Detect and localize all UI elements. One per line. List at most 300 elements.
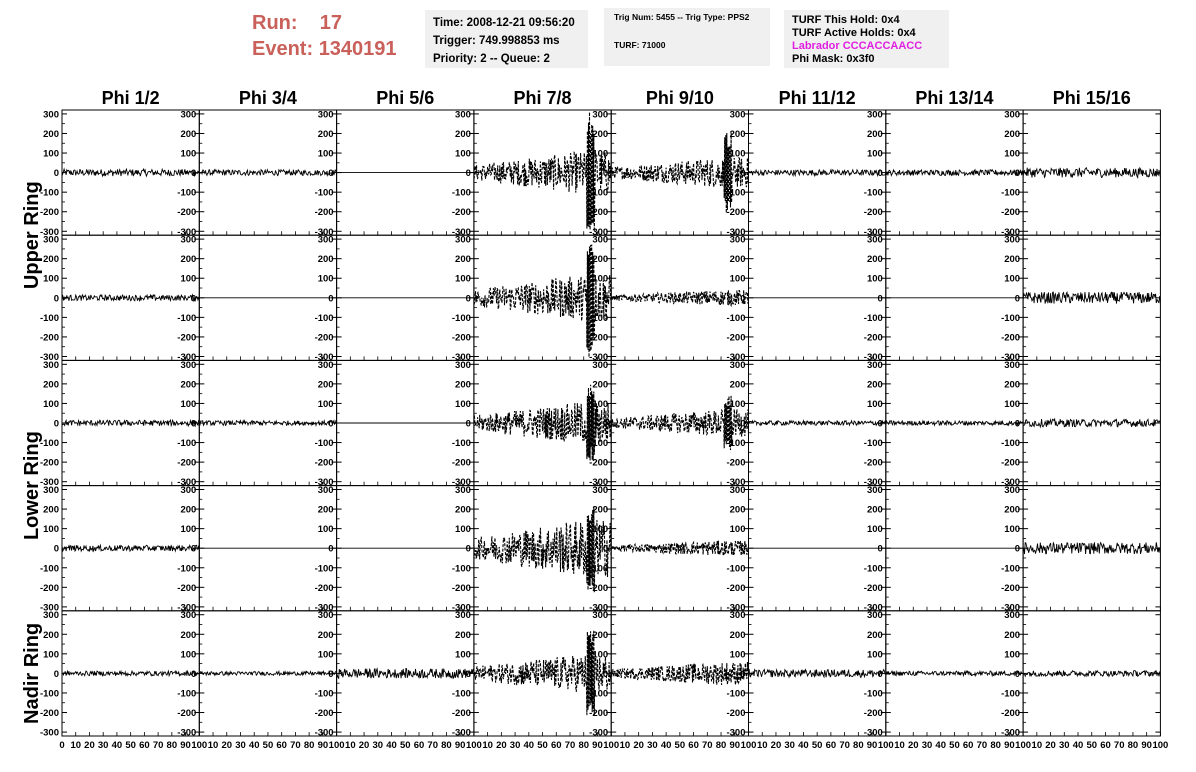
y-tick-label: 200	[43, 504, 59, 516]
row-title: Lower Ring	[21, 431, 43, 541]
y-tick-label: -300	[177, 226, 197, 238]
y-tick-label: 300	[1004, 234, 1021, 246]
y-tick-label: -100	[589, 563, 609, 575]
y-tick-label: -200	[589, 207, 609, 219]
y-tick-label: 200	[866, 379, 883, 391]
y-tick-label: 100	[592, 524, 609, 536]
y-tick-label: 100	[1004, 148, 1021, 160]
waveform-trace	[886, 421, 1023, 426]
y-tick-label: -100	[726, 312, 746, 324]
y-tick-label: -300	[589, 477, 609, 489]
x-tick-label: 60	[550, 740, 562, 751]
x-tick-label: 40	[248, 740, 260, 751]
y-tick-label: -100	[1001, 187, 1021, 199]
x-tick-label: 70	[839, 740, 850, 751]
y-tick-label: 200	[43, 254, 59, 266]
y-tick-label: -200	[589, 457, 609, 469]
waveform-trace	[611, 133, 748, 214]
y-tick-label: -200	[589, 708, 609, 720]
y-tick-label: -100	[863, 312, 883, 324]
y-tick-label: 0	[53, 668, 59, 680]
y-tick-label: -100	[726, 438, 746, 450]
y-tick-label: -200	[726, 332, 746, 344]
y-tick-label: 200	[1004, 379, 1021, 391]
y-tick-label: -100	[1001, 688, 1021, 700]
x-tick-label: 20	[221, 740, 233, 751]
y-tick-label: 300	[729, 359, 746, 371]
y-tick-label: 300	[592, 610, 609, 622]
y-tick-label: -200	[589, 582, 609, 594]
y-tick-label: 200	[317, 254, 334, 266]
y-tick-label: 200	[180, 128, 197, 140]
x-tick-label: 90	[317, 740, 329, 751]
y-tick-label: -300	[451, 602, 471, 614]
y-tick-label: 300	[1004, 485, 1021, 497]
turf-text: TURF: 71000	[614, 40, 666, 50]
x-tick-label: 50	[674, 740, 686, 751]
waveform-trace	[1023, 671, 1160, 677]
x-tick-label: 10	[894, 740, 905, 751]
y-tick-label: 200	[592, 254, 609, 266]
y-tick-label: -300	[314, 226, 334, 238]
y-tick-label: -300	[314, 477, 334, 489]
y-tick-label: 0	[740, 543, 746, 555]
y-tick-label: -200	[863, 332, 883, 344]
y-tick-label: 100	[1004, 649, 1021, 661]
y-tick-label: 100	[1004, 273, 1021, 285]
y-tick-label: 200	[317, 504, 334, 516]
y-tick-label: 200	[317, 379, 334, 391]
y-tick-label: -200	[726, 207, 746, 219]
y-tick-label: -200	[314, 708, 334, 720]
y-tick-label: -300	[589, 602, 609, 614]
y-tick-label: 200	[729, 379, 746, 391]
y-tick-label: -200	[39, 457, 59, 469]
x-tick-label: 80	[166, 740, 178, 751]
y-tick-label: -300	[726, 351, 746, 363]
column-title: Phi 3/4	[238, 88, 297, 108]
y-tick-label: 0	[191, 668, 197, 680]
x-tick-label: 70	[152, 740, 164, 751]
waveform-panel	[1023, 611, 1160, 736]
y-tick-label: -300	[39, 727, 59, 739]
x-tick-label: 60	[825, 740, 837, 751]
time-text: Time: 2008-12-21 09:56:20	[433, 17, 575, 29]
x-tick-label: 30	[1059, 740, 1070, 751]
y-tick-label: 300	[866, 359, 883, 371]
trig-num-text: Trig Num: 5455 -- Trig Type: PPS2	[614, 12, 750, 22]
y-tick-label: 100	[43, 398, 59, 410]
x-tick-label: 80	[1127, 740, 1139, 751]
turf-active-text: TURF Active Holds: 0x4	[792, 27, 916, 39]
y-tick-label: -200	[589, 332, 609, 344]
y-tick-label: 200	[317, 629, 334, 641]
y-tick-label: 200	[592, 379, 609, 391]
y-tick-label: -100	[1001, 563, 1021, 575]
y-tick-label: 200	[1004, 629, 1021, 641]
y-tick-label: -100	[451, 438, 471, 450]
y-tick-label: -100	[726, 688, 746, 700]
waveform-trace	[1023, 168, 1160, 178]
x-tick-label: 100	[191, 740, 208, 751]
x-tick-label: 40	[386, 740, 397, 751]
y-tick-label: -300	[589, 727, 609, 739]
y-tick-label: -200	[726, 708, 746, 720]
y-tick-label: -200	[726, 457, 746, 469]
y-tick-label: 300	[43, 109, 59, 121]
y-tick-label: -100	[314, 563, 334, 575]
y-tick-label: -300	[863, 226, 883, 238]
y-tick-label: 0	[740, 668, 746, 680]
column-title: Phi 5/6	[376, 88, 435, 108]
y-tick-label: 200	[455, 629, 471, 641]
y-tick-label: 200	[455, 504, 471, 516]
y-tick-label: -200	[1001, 708, 1021, 720]
y-tick-label: -300	[39, 602, 59, 614]
y-tick-label: 300	[180, 234, 197, 246]
x-tick-label: 60	[276, 740, 287, 751]
x-tick-label: 50	[399, 740, 411, 751]
y-tick-label: 300	[729, 485, 746, 497]
y-tick-label: 300	[866, 109, 883, 121]
column-title: Phi 7/8	[513, 88, 572, 108]
y-tick-label: 200	[43, 379, 59, 391]
y-tick-label: 0	[740, 418, 746, 430]
y-tick-label: -100	[863, 438, 883, 450]
y-tick-label: -100	[726, 563, 746, 575]
y-tick-label: 0	[877, 543, 883, 555]
y-tick-label: -200	[177, 582, 197, 594]
y-tick-label: 100	[455, 649, 471, 661]
y-tick-label: -100	[589, 187, 609, 199]
y-tick-label: 200	[43, 128, 59, 140]
y-tick-label: 300	[592, 485, 609, 497]
event-value: 1340191	[318, 38, 397, 60]
waveform-trace	[611, 541, 748, 556]
y-tick-label: 100	[592, 649, 609, 661]
y-tick-label: 300	[592, 234, 609, 246]
x-tick-label: 60	[413, 740, 425, 751]
waveform-trace	[749, 170, 886, 176]
y-tick-label: 300	[592, 359, 609, 371]
y-tick-label: 0	[328, 543, 334, 555]
y-tick-label: 200	[455, 128, 471, 140]
y-tick-label: -200	[1001, 207, 1021, 219]
y-tick-label: 300	[455, 109, 471, 121]
x-tick-label: 80	[715, 740, 727, 751]
x-tick-label: 40	[1072, 740, 1084, 751]
y-tick-label: 0	[465, 668, 471, 680]
y-tick-label: -300	[177, 477, 197, 489]
x-tick-label: 30	[235, 740, 246, 751]
y-tick-label: 0	[1014, 668, 1021, 680]
y-tick-label: 100	[455, 273, 471, 285]
y-tick-label: -200	[39, 708, 59, 720]
y-tick-label: 100	[455, 148, 471, 160]
phi-mask-text: Phi Mask: 0x3f0	[792, 53, 875, 65]
waveform-trace	[611, 662, 748, 685]
x-tick-label: 30	[509, 740, 521, 751]
y-tick-label: -100	[314, 187, 334, 199]
waveform-trace	[199, 671, 336, 675]
y-tick-label: 0	[602, 293, 609, 305]
y-tick-label: -100	[863, 688, 883, 700]
y-tick-label: -300	[726, 727, 746, 739]
y-tick-label: -200	[1001, 582, 1021, 594]
x-tick-label: 30	[921, 740, 933, 751]
y-tick-label: 200	[592, 629, 609, 641]
y-tick-label: 100	[1004, 398, 1021, 410]
y-tick-label: 300	[180, 359, 197, 371]
y-tick-label: 100	[180, 148, 197, 160]
y-tick-label: -100	[451, 187, 471, 199]
y-tick-label: -100	[177, 563, 197, 575]
y-tick-label: -300	[177, 602, 197, 614]
y-tick-label: 300	[1004, 109, 1021, 121]
y-tick-label: 300	[455, 359, 471, 371]
y-tick-label: -200	[1001, 332, 1021, 344]
y-tick-label: 0	[602, 168, 609, 180]
y-tick-label: 0	[328, 668, 334, 680]
y-tick-label: -100	[39, 312, 59, 324]
y-tick-label: 100	[1004, 524, 1021, 536]
y-tick-label: 100	[729, 524, 746, 536]
y-tick-label: 0	[53, 418, 59, 430]
y-tick-label: -300	[863, 727, 883, 739]
waveform-trace	[1023, 292, 1160, 304]
column-title: Phi 15/16	[1052, 88, 1131, 108]
y-tick-label: 0	[328, 293, 334, 305]
y-tick-label: -200	[863, 207, 883, 219]
y-tick-label: 100	[866, 649, 883, 661]
y-tick-label: 100	[43, 524, 59, 536]
y-tick-label: 200	[43, 629, 59, 641]
y-tick-label: 100	[317, 398, 334, 410]
x-tick-label: 100	[603, 740, 620, 751]
y-tick-label: 100	[866, 398, 883, 410]
y-tick-label: 300	[729, 610, 746, 622]
y-tick-label: 0	[328, 168, 334, 180]
x-tick-label: 80	[990, 740, 1001, 751]
y-tick-label: -100	[314, 438, 334, 450]
y-tick-label: 300	[866, 234, 883, 246]
y-tick-label: 200	[729, 254, 746, 266]
y-tick-label: -200	[1001, 457, 1021, 469]
y-tick-label: 200	[455, 379, 471, 391]
y-tick-label: 300	[43, 234, 59, 246]
x-tick-label: 20	[358, 740, 370, 751]
y-tick-label: 0	[877, 418, 883, 430]
y-tick-label: 0	[53, 543, 59, 555]
y-tick-label: -200	[726, 582, 746, 594]
y-tick-label: -200	[451, 708, 471, 720]
x-tick-label: 30	[647, 740, 658, 751]
x-tick-label: 60	[962, 740, 974, 751]
y-tick-label: -300	[451, 477, 471, 489]
x-tick-label: 30	[372, 740, 384, 751]
y-tick-label: 0	[465, 293, 471, 305]
y-tick-label: 100	[455, 524, 471, 536]
y-tick-label: -100	[1001, 438, 1021, 450]
y-tick-label: 0	[53, 293, 59, 305]
y-tick-label: 0	[328, 418, 334, 430]
y-tick-label: -100	[451, 312, 471, 324]
y-tick-label: -300	[451, 727, 471, 739]
y-tick-label: -300	[863, 602, 883, 614]
y-tick-label: 300	[317, 485, 334, 497]
x-tick-label: 50	[537, 740, 548, 751]
y-tick-label: -300	[314, 727, 334, 739]
x-tick-label: 20	[770, 740, 782, 751]
labrador-text: Labrador CCCACCAACC	[792, 40, 923, 52]
y-tick-label: 200	[866, 128, 883, 140]
waveform-trace	[886, 170, 1023, 176]
y-tick-label: 100	[180, 398, 197, 410]
x-tick-label: 80	[441, 740, 452, 751]
y-tick-label: 200	[866, 254, 883, 266]
column-title: Phi 1/2	[101, 88, 160, 108]
x-tick-label: 80	[578, 740, 590, 751]
x-tick-label: 90	[1004, 740, 1015, 751]
y-tick-label: -300	[314, 602, 334, 614]
y-tick-label: -300	[863, 351, 883, 363]
y-tick-label: -200	[39, 582, 59, 594]
y-tick-label: 100	[455, 398, 471, 410]
x-tick-label: 80	[303, 740, 315, 751]
y-tick-label: 300	[43, 485, 59, 497]
x-tick-label: 40	[660, 740, 672, 751]
x-tick-label: 40	[798, 740, 809, 751]
y-tick-label: -200	[314, 332, 334, 344]
y-tick-label: 300	[866, 610, 883, 622]
y-tick-label: 0	[191, 168, 197, 180]
y-tick-label: -100	[39, 688, 59, 700]
y-tick-label: 200	[1004, 504, 1021, 516]
x-tick-label: 10	[1031, 740, 1043, 751]
y-tick-label: 300	[180, 109, 197, 121]
y-tick-label: 0	[191, 293, 197, 305]
y-tick-label: 300	[43, 610, 59, 622]
waveform-trace	[62, 545, 199, 551]
y-tick-label: -300	[1001, 727, 1021, 739]
y-tick-label: -200	[451, 332, 471, 344]
y-tick-label: -200	[39, 207, 59, 219]
x-tick-label: 10	[345, 740, 356, 751]
y-tick-label: 100	[729, 649, 746, 661]
x-tick-label: 10	[482, 740, 493, 751]
x-tick-label: 60	[688, 740, 699, 751]
y-tick-label: 300	[729, 109, 746, 121]
x-tick-label: 50	[125, 740, 136, 751]
y-tick-label: -100	[39, 187, 59, 199]
x-tick-label: 70	[976, 740, 988, 751]
y-tick-label: -100	[863, 563, 883, 575]
y-tick-label: 100	[729, 398, 746, 410]
y-tick-label: 100	[729, 273, 746, 285]
y-tick-label: 0	[465, 418, 471, 430]
y-tick-label: -300	[451, 351, 471, 363]
waveform-trace	[749, 670, 886, 678]
y-tick-label: 300	[455, 610, 471, 622]
y-tick-label: 100	[592, 273, 609, 285]
y-tick-label: -200	[863, 582, 883, 594]
y-tick-label: 0	[877, 168, 883, 180]
y-tick-label: -300	[451, 226, 471, 238]
x-tick-label: 70	[1113, 740, 1125, 751]
row-title: Nadir Ring	[21, 622, 43, 724]
waveform-panel	[1023, 110, 1160, 235]
y-tick-label: -200	[177, 457, 197, 469]
waveform-trace	[62, 671, 199, 676]
x-tick-label: 50	[811, 740, 823, 751]
y-tick-label: 0	[1014, 543, 1021, 555]
waveform-trace	[1023, 542, 1160, 554]
y-tick-label: 100	[317, 148, 334, 160]
x-tick-label: 90	[729, 740, 741, 751]
y-tick-label: 200	[866, 504, 883, 516]
run-label: Run:	[252, 12, 298, 34]
x-tick-label: 30	[97, 740, 109, 751]
waveform-trace	[474, 631, 611, 715]
y-tick-label: -200	[863, 457, 883, 469]
y-tick-label: 100	[317, 524, 334, 536]
y-tick-label: 200	[729, 504, 746, 516]
y-tick-label: 0	[191, 543, 197, 555]
x-tick-label: 80	[853, 740, 864, 751]
y-tick-label: 100	[592, 398, 609, 410]
x-tick-label: 100	[877, 740, 894, 751]
y-tick-label: 300	[317, 359, 334, 371]
x-tick-label: 70	[564, 740, 576, 751]
y-tick-label: -100	[589, 688, 609, 700]
y-tick-label: 0	[465, 168, 471, 180]
y-tick-label: 200	[180, 629, 197, 641]
y-tick-label: 100	[317, 273, 334, 285]
y-tick-label: 0	[1014, 418, 1021, 430]
y-tick-label: -100	[589, 312, 609, 324]
y-tick-label: -300	[39, 477, 59, 489]
y-tick-label: 200	[455, 254, 471, 266]
y-tick-label: -200	[863, 708, 883, 720]
y-tick-label: -300	[39, 226, 59, 238]
y-tick-label: 200	[180, 254, 197, 266]
y-tick-label: 200	[729, 629, 746, 641]
waveform-trace	[474, 506, 611, 592]
y-tick-label: 200	[729, 128, 746, 140]
y-tick-label: 0	[877, 293, 883, 305]
y-tick-label: 0	[740, 293, 746, 305]
x-tick-label: 70	[290, 740, 301, 751]
y-tick-label: -100	[863, 187, 883, 199]
trigger-text: Trigger: 749.998853 ms	[433, 35, 560, 47]
x-tick-label: 60	[139, 740, 150, 751]
y-tick-label: 300	[180, 485, 197, 497]
y-tick-label: 100	[592, 148, 609, 160]
y-tick-label: -200	[314, 457, 334, 469]
y-tick-label: -200	[451, 207, 471, 219]
y-tick-label: 300	[1004, 359, 1021, 371]
y-tick-label: -100	[314, 688, 334, 700]
y-tick-label: -300	[39, 351, 59, 363]
y-tick-label: 300	[317, 109, 334, 121]
y-tick-label: 200	[180, 379, 197, 391]
y-tick-label: 200	[180, 504, 197, 516]
waveform-trace	[199, 421, 336, 426]
y-tick-label: -300	[863, 477, 883, 489]
y-tick-label: -100	[726, 187, 746, 199]
x-tick-label: 100	[328, 740, 345, 751]
y-tick-label: 0	[877, 668, 883, 680]
